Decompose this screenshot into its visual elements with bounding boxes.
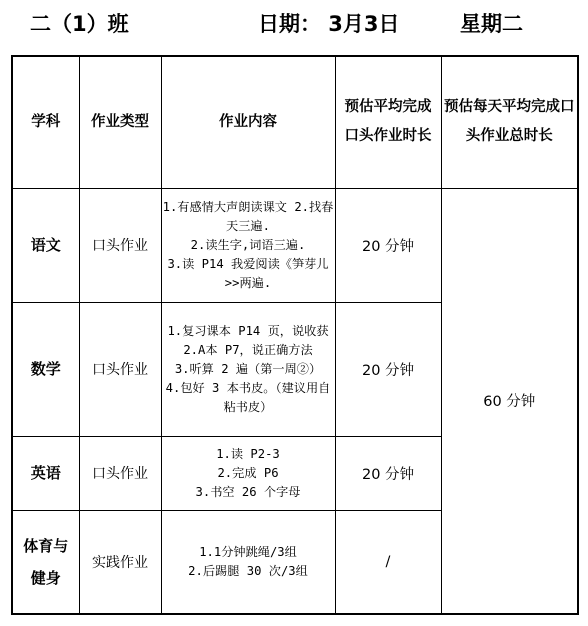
content-line: 2.后踢腿 30 次/3组 xyxy=(188,563,308,578)
header-type: 作业类型 xyxy=(79,56,161,188)
content-line: 3.读 P14 我爱阅读《笋芽儿>>两遍. xyxy=(167,256,329,290)
content-line: 1.复习课本 P14 页，说收获 xyxy=(167,323,329,338)
subject-cell: 体育与健身 xyxy=(12,510,79,614)
homework-table xyxy=(11,55,579,615)
content-line: 1.1分钟跳绳/3组 xyxy=(199,544,297,559)
duration-cell: / xyxy=(335,510,441,614)
table-row xyxy=(12,188,578,302)
header-subject: 学科 xyxy=(12,56,79,188)
type-cell: 口头作业 xyxy=(79,302,161,436)
type-cell: 口头作业 xyxy=(79,188,161,302)
content-line: 2.A本 P7，说正确方法 xyxy=(183,342,313,357)
page-header xyxy=(0,6,588,42)
content-cell xyxy=(161,188,335,302)
subject-cell: 语文 xyxy=(12,188,79,302)
table-header-row xyxy=(12,56,578,188)
type-cell: 实践作业 xyxy=(79,510,161,614)
content-line: 2.完成 P6 xyxy=(217,465,279,480)
type-cell: 口头作业 xyxy=(79,436,161,510)
content-line: 3.听算 2 遍（第一周②） xyxy=(174,361,322,376)
weekday-label: 星期二 xyxy=(460,12,523,36)
header-total-time: 预估每天平均完成口头作业总时长 xyxy=(441,56,578,188)
header-avg-time: 预估平均完成口头作业时长 xyxy=(335,56,441,188)
content-cell xyxy=(161,302,335,436)
content-cell xyxy=(161,510,335,614)
content-line: 1.有感情大声朗读课文 2.找春天三遍. xyxy=(162,199,334,233)
content-cell xyxy=(161,436,335,510)
content-line: 2.读生字,词语三遍. xyxy=(190,237,306,252)
class-name: 二（1）班 xyxy=(30,12,129,36)
subject-cell: 数学 xyxy=(12,302,79,436)
content-line: 3.书空 26 个字母 xyxy=(195,484,301,499)
duration-cell: 20 分钟 xyxy=(335,436,441,510)
total-time-cell: 60 分钟 xyxy=(441,188,578,614)
content-line: 4.包好 3 本书皮。（建议用自粘书皮） xyxy=(165,380,331,414)
duration-cell: 20 分钟 xyxy=(335,188,441,302)
header-content: 作业内容 xyxy=(161,56,335,188)
subject-cell: 英语 xyxy=(12,436,79,510)
duration-cell: 20 分钟 xyxy=(335,302,441,436)
content-line: 1.读 P2-3 xyxy=(216,446,280,461)
date-label: 日期： 3月3日 xyxy=(258,12,400,36)
